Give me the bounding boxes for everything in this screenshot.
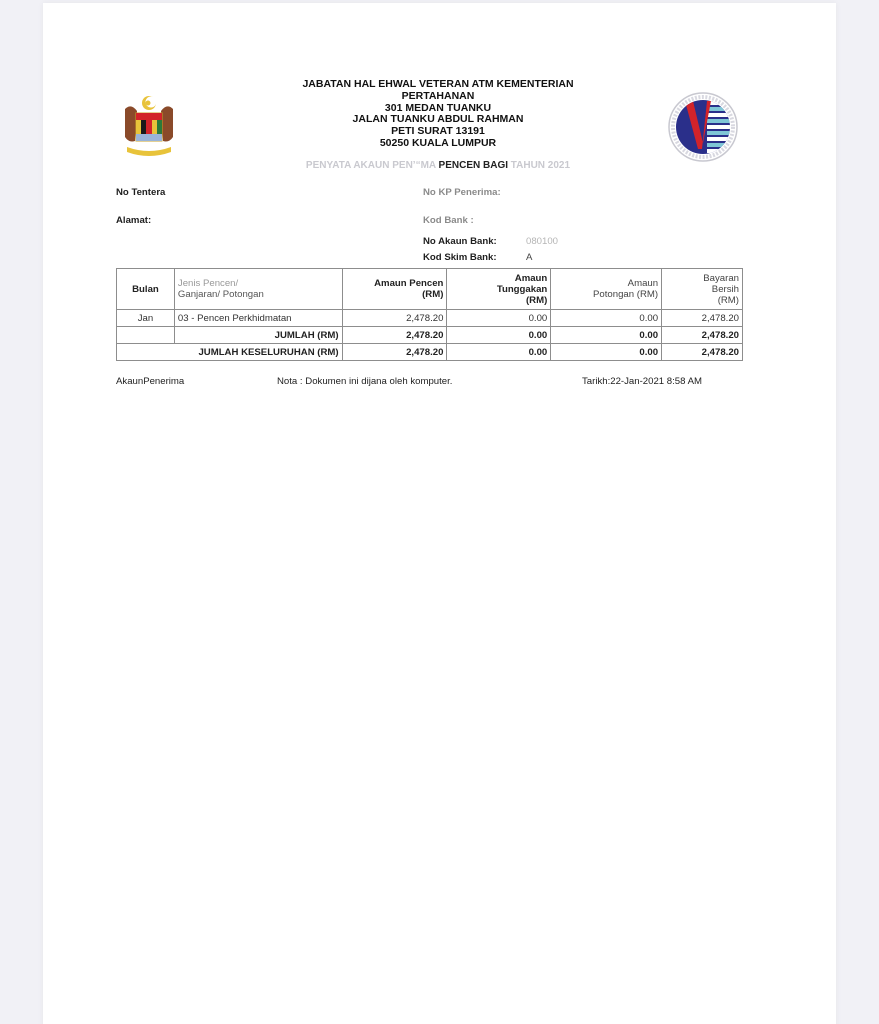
header-amaun-potongan (551, 269, 662, 310)
jumlah-keseluruhan-potongan: 0.00 (551, 344, 662, 361)
footer-note: Nota : Dokumen ini dijana oleh komputer. (277, 376, 453, 387)
header-tunggakan-line-3: (RM) (525, 294, 548, 306)
header-line-1: JABATAN HAL EHWAL VETERAN ATM KEMENTERIAN (302, 78, 574, 90)
footer-date: Tarikh:22-Jan-2021 8:58 AM (582, 376, 702, 387)
table-header-row (117, 269, 743, 310)
jumlah-tunggakan: 0.00 (447, 327, 551, 344)
header-bersih-line-1: Bayaran (703, 272, 739, 284)
jumlah-keseluruhan-tunggakan: 0.00 (447, 344, 551, 361)
jumlah-keseluruhan-label: JUMLAH KESELURUHAN (RM) (117, 344, 343, 361)
header-bersih-line-2: Bersih (711, 283, 739, 295)
jumlah-keseluruhan-bersih: 2,478.20 (662, 344, 743, 361)
statement-title-tail: TAHUN 2021 (508, 160, 571, 171)
pension-statement-table (116, 268, 743, 361)
alamat-label: Alamat: (116, 215, 152, 226)
header-bulan: Bulan (117, 269, 175, 310)
jumlah-row (117, 327, 743, 344)
cell-bulan: Jan (117, 310, 175, 327)
header-amaun-tunggakan (447, 269, 551, 310)
kod-skim-bank-label: Kod Skim Bank: (423, 252, 497, 263)
no-akaun-bank-label: No Akaun Bank: (423, 236, 497, 247)
header-amaun-pencen (342, 269, 447, 310)
coat-of-arms-logo (119, 93, 179, 159)
cell-potongan: 0.00 (551, 310, 662, 327)
header-bayaran-bersih (662, 269, 743, 310)
header-line-2: PERTAHANAN (401, 89, 475, 102)
header-bersih-line-3: (RM) (717, 294, 739, 306)
cell-jenis: 03 - Pencen Perkhidmatan (174, 310, 342, 327)
no-tentera-label: No Tentera (116, 187, 166, 198)
document-page (43, 3, 836, 1024)
jumlah-bersih: 2,478.20 (662, 327, 743, 344)
cell-bersih: 2,478.20 (662, 310, 743, 327)
kod-skim-bank-value: A (526, 252, 533, 263)
table-row (117, 310, 743, 327)
cell-empty (117, 327, 175, 344)
header-potongan-line-1: Amaun (627, 278, 659, 289)
header-tunggakan-line-1: Amaun (514, 272, 548, 284)
kod-bank-label: Kod Bank : (423, 215, 474, 226)
header-jenis-line-2: Ganjaran/ Potongan (177, 289, 264, 300)
jumlah-keseluruhan-amaun-pencen: 2,478.20 (342, 344, 447, 361)
statement-title-faded: PENYATA AKAUN PEN (305, 160, 413, 171)
jumlah-amaun-pencen: 2,478.20 (342, 327, 447, 344)
jumlah-keseluruhan-row (117, 344, 743, 361)
header-amaun-pencen-line-1: Amaun Pencen (374, 278, 444, 289)
statement-title-gap: ’“MA (412, 160, 436, 171)
header-jenis (174, 269, 342, 310)
header-line-5: PETI SURAT 13191 (391, 125, 485, 138)
cell-amaun-pencen: 2,478.20 (342, 310, 447, 327)
no-akaun-bank-value: 080100 (526, 236, 559, 247)
cell-tunggakan: 0.00 (447, 310, 551, 327)
veteran-emblem-logo (667, 91, 739, 163)
no-kp-penerima-label: No KP Penerima: (423, 187, 501, 198)
header-line-4: JALAN TUANKU ABDUL RAHMAN (352, 113, 524, 126)
header-line-6: 50250 KUALA LUMPUR (379, 136, 497, 149)
header-potongan-line-2: Potongan (RM) (593, 289, 659, 300)
header-line-3: 301 MEDAN TUANKU (384, 101, 492, 114)
jumlah-label: JUMLAH (RM) (174, 327, 342, 344)
header-amaun-pencen-line-2: (RM) (422, 289, 444, 300)
footer-akaun-penerima: AkaunPenerima (116, 376, 185, 387)
jumlah-potongan: 0.00 (551, 327, 662, 344)
statement-title-bold: PENCEN BAGI (435, 160, 508, 171)
organization-header (243, 79, 633, 150)
header-jenis-line-1: Jenis Pencen/ (177, 278, 239, 289)
statement-title (243, 160, 633, 171)
header-tunggakan-line-2: Tunggakan (496, 283, 548, 295)
